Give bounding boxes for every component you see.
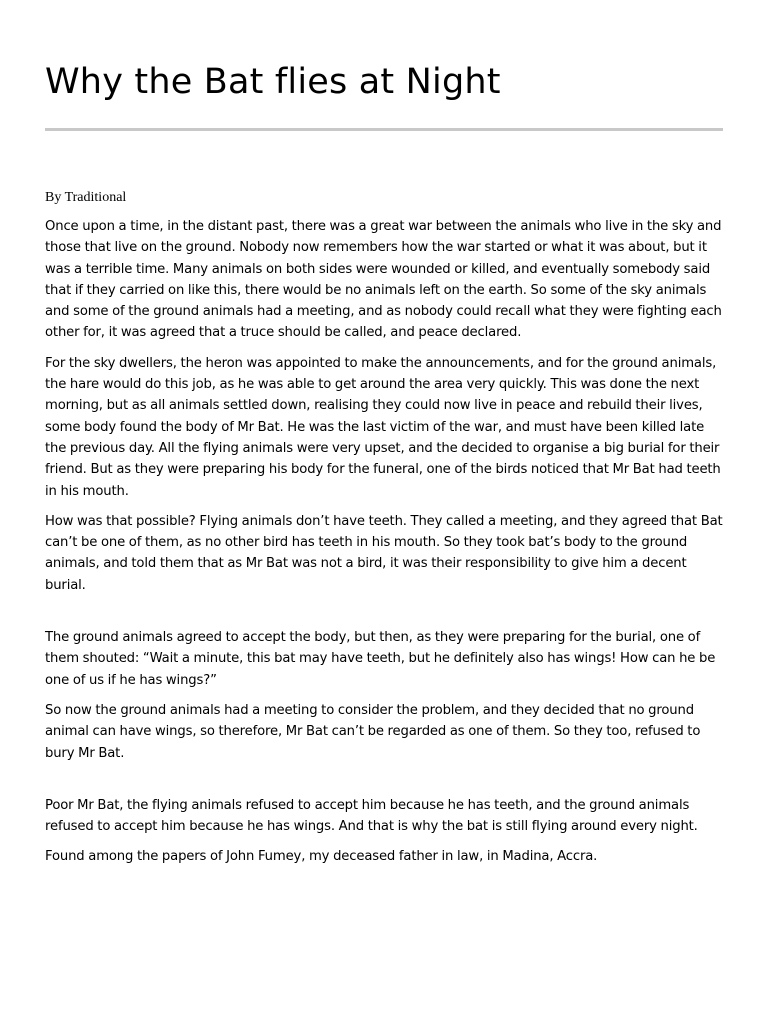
paragraph: How was that possible? Flying animals don’t have teeth. They called a meeting, and they agreed that Bat can’t be one of them, as no other bird has teeth in his mouth. So they took bat’s body to the ground animals, and told them that as Mr Bat was not a bird, it was their responsibility to give him a decent burial.	[45, 513, 723, 593]
byline: By Traditional	[45, 190, 127, 205]
paragraph: The ground animals agreed to accept the body, but then, as they were preparing for the burial, one of them shouted: “Wait a minute, this bat may have teeth, but he definitely also has wings! How can he be one of us if he has wings?”	[45, 630, 716, 688]
paragraph: Poor Mr Bat, the flying animals refused to accept him because he has teeth, and the ground animals refused to accept him because he has wings. And that is why the bat is still flying around every night.	[45, 797, 698, 835]
document-page	[45, 0, 723, 868]
document-title: Why the Bat flies at Night	[45, 62, 501, 102]
paragraph: Once upon a time, in the distant past, there was a great war between the animals who live in the sky and those that live on the ground. Nobody now remembers how the war started or what it was about, but it was a terrible time. Many animals on both sides were wounded or killed, and eventually somebody said that if they carried on like this, there would be no animals left on the earth. So some of the sky animals and some of the ground animals had a meeting, and as nobody could recall what they were fighting each other for, it was agreed that a truce should be called, and peace declared.	[45, 219, 722, 341]
title-divider	[45, 128, 723, 131]
paragraph: For the sky dwellers, the heron was appointed to make the announcements, and for the ground animals, the hare would do this job, as he was able to get around the area very quickly. This was done the next morning, but as all animals settled down, realising they could now live in peace and rebuild their lives, some body found the body of Mr Bat. He was the last victim of the war, and must have been killed late the previous day. All the flying animals were very upset, and the decided to organise a big burial for their friend. But as they were preparing his body for the funeral, one of the birds noticed that Mr Bat had teeth in his mouth.	[45, 355, 721, 499]
paragraph: Found among the papers of John Fumey, my deceased father in law, in Madina, Accra.	[45, 849, 598, 865]
paragraph: So now the ground animals had a meeting to consider the problem, and they decided that no ground animal can have wings, so therefore, Mr Bat can’t be regarded as one of them. So they too, refused to bury Mr Bat.	[45, 702, 701, 761]
